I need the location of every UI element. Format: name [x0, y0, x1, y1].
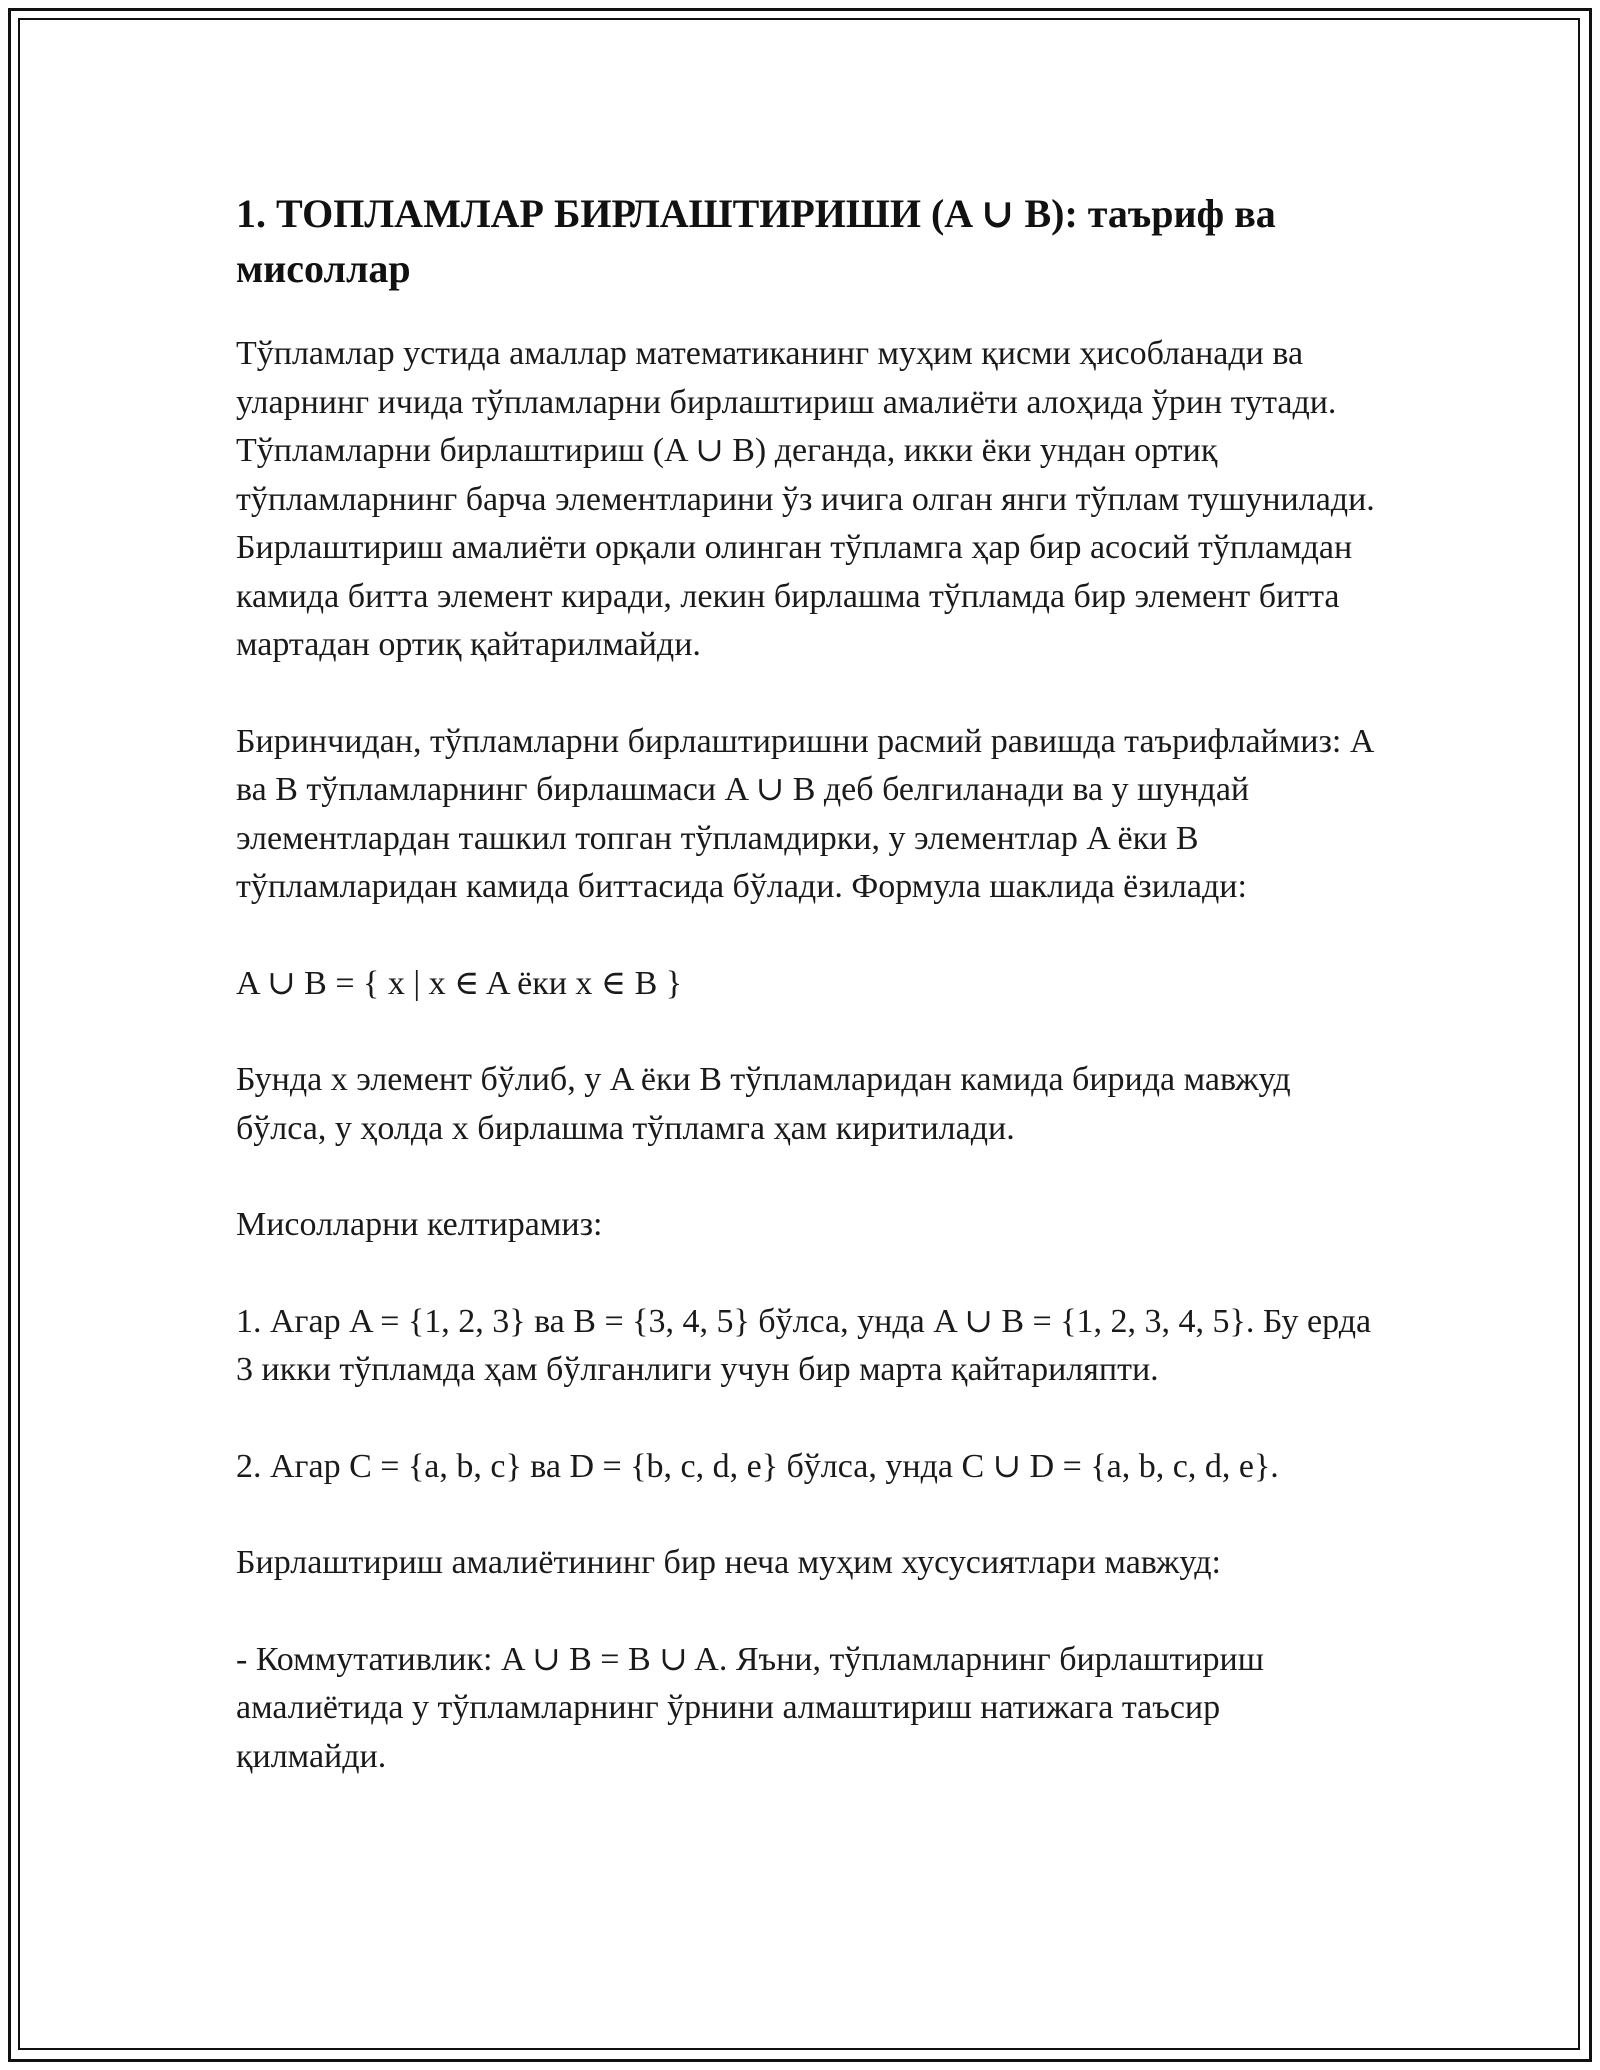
document-title: 1. ТОПЛАМЛАР БИРЛАШТИРИШИ (A ∪ B): таъриф ва мисоллар — [236, 191, 1276, 291]
property-commutativity: - Коммутативлик: A ∪ B = B ∪ A. Яъни, тўпламларнинг бирлаштириш амалиётида у тўпламларнинг ўрнини алмаштириш натижага таъсир қилмайди. — [236, 1640, 1264, 1775]
union-formula: A ∪ B = { x | x ∈ A ёки x ∈ B } — [236, 964, 683, 1002]
document-page — [236, 186, 1376, 1829]
example-item-1: 1. Агар A = {1, 2, 3} ва B = {3, 4, 5} бўлса, унда A ∪ B = {1, 2, 3, 4, 5}. Бу ерда 3 икки тўпламда ҳам бўлганлиги учун бир марта қайтариляпти. — [236, 1302, 1372, 1388]
intro-paragraph: Тўпламлар устида амаллар математиканинг муҳим қисми ҳисобланади ва уларнинг ичида тўпламларни бирлаштириш амалиёти алоҳида ўрин тутади. Тўпламларни бирлаштириш (A ∪ B) деганда, икки ёки ундан ортиқ тўпламларнинг барча элементларини ўз ичига олган янги тўплам тушунилади. Бирлаштириш амалиёти орқали олинган тўпламга ҳар бир асосий тўпламдан камида битта элемент киради, лекин бирлашма тўпламда бир элемент битта мартадан ортиқ қайтарилмайди. — [236, 335, 1375, 663]
example-item-2: 2. Агар C = {a, b, c} ва D = {b, c, d, e} бўлса, унда C ∪ D = {a, b, c, d, e}. — [236, 1447, 1279, 1485]
formula-explanation-paragraph: Бунда x элемент бўлиб, у A ёки B тўпламларидан камида бирида мавжуд бўлса, у ҳолда x бирлашма тўпламга ҳам киритилади. — [236, 1061, 1291, 1147]
properties-intro-paragraph: Бирлаштириш амалиётининг бир неча муҳим хусусиятлари мавжуд: — [236, 1544, 1221, 1581]
examples-heading: Мисолларни келтирамиз: — [236, 1206, 603, 1243]
definition-paragraph: Биринчидан, тўпламларни бирлаштиришни расмий равишда таърифлаймиз: A ва B тўпламларнинг бирлашмаси A ∪ B деб белгиланади ва у шундай элементлардан ташкил топган тўпламдирки, у элементлар A ёки B тўпламларидан камида биттасида бўлади. Формула шаклида ёзилади: — [236, 722, 1373, 905]
